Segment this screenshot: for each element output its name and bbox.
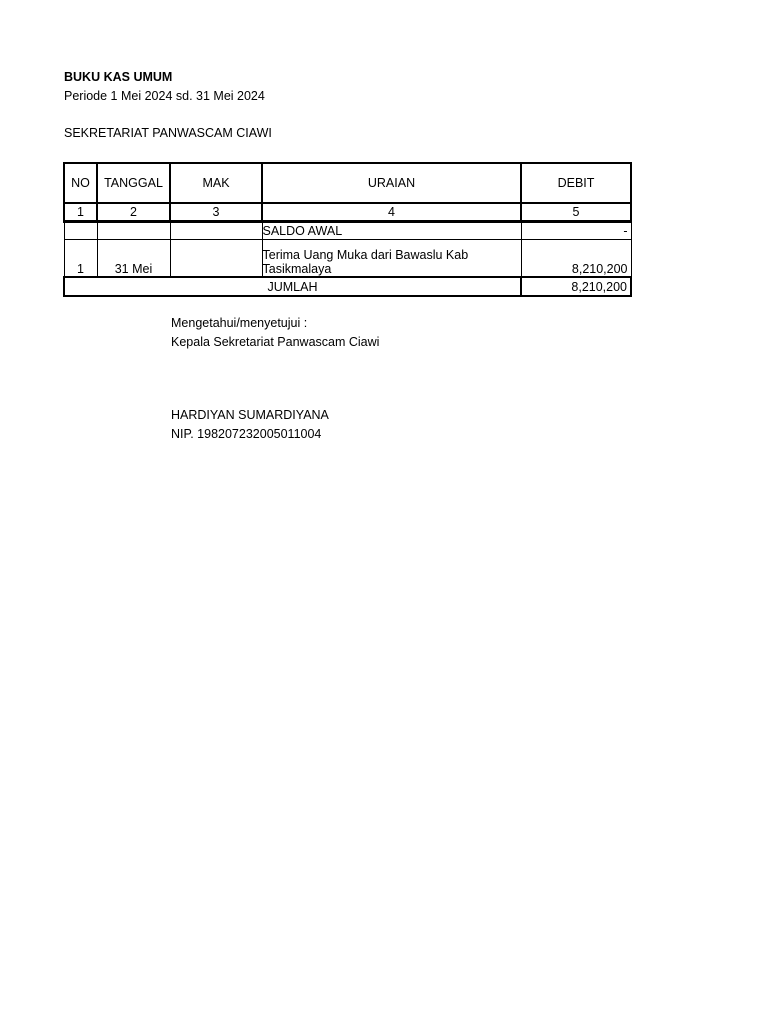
organization-name: SEKRETARIAT PANWASCAM CIAWI bbox=[64, 126, 272, 140]
signer-position: Kepala Sekretariat Panwascam Ciawi bbox=[171, 335, 380, 349]
table-row bbox=[64, 240, 631, 278]
cash-ledger-table bbox=[63, 162, 632, 297]
column-header-uraian: URAIAN bbox=[262, 163, 521, 203]
table-cell-empty bbox=[170, 222, 262, 240]
document-period: Periode 1 Mei 2024 sd. 31 Mei 2024 bbox=[64, 89, 265, 103]
column-header-mak: MAK bbox=[170, 163, 262, 203]
column-number: 4 bbox=[262, 203, 521, 222]
table-header-row bbox=[64, 163, 631, 203]
saldo-awal-row bbox=[64, 222, 631, 240]
saldo-awal-debit: - bbox=[521, 222, 631, 240]
column-number: 5 bbox=[521, 203, 631, 222]
column-header-tanggal: TANGGAL bbox=[97, 163, 170, 203]
signer-name: HARDIYAN SUMARDIYANA bbox=[171, 408, 329, 422]
column-number: 1 bbox=[64, 203, 97, 222]
approval-text: Mengetahui/menyetujui : bbox=[171, 316, 308, 330]
table-cell-empty bbox=[97, 222, 170, 240]
signer-nip: NIP. 198207232005011004 bbox=[171, 427, 322, 441]
column-header-debit: DEBIT bbox=[521, 163, 631, 203]
column-number: 2 bbox=[97, 203, 170, 222]
total-label: JUMLAH bbox=[64, 277, 521, 296]
column-number: 3 bbox=[170, 203, 262, 222]
row-uraian: Terima Uang Muka dari Bawaslu Kab Tasikmalaya bbox=[262, 240, 521, 278]
row-tanggal: 31 Mei bbox=[97, 240, 170, 278]
saldo-awal-label: SALDO AWAL bbox=[262, 222, 521, 240]
row-mak bbox=[170, 240, 262, 278]
row-debit: 8,210,200 bbox=[521, 240, 631, 278]
row-no: 1 bbox=[64, 240, 97, 278]
total-row bbox=[64, 277, 631, 296]
column-number-row bbox=[64, 203, 631, 222]
column-header-no: NO bbox=[64, 163, 97, 203]
document-title: BUKU KAS UMUM bbox=[64, 70, 173, 84]
total-debit: 8,210,200 bbox=[521, 277, 631, 296]
table-cell-empty bbox=[64, 222, 97, 240]
